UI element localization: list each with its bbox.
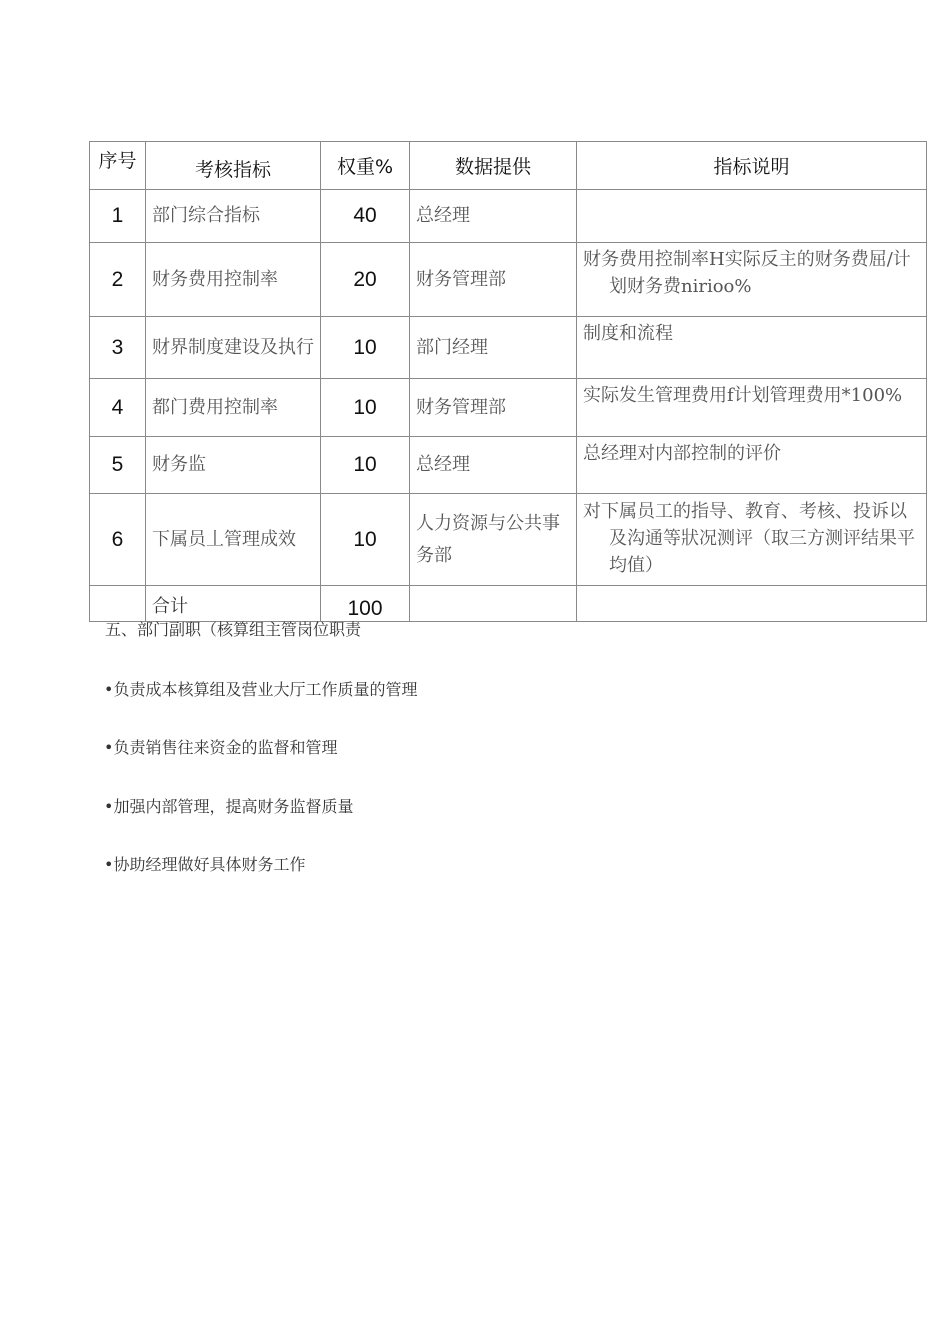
row-weight: 10	[321, 494, 410, 586]
row-seq: 4	[90, 379, 146, 437]
duty-item: •负责销售往来资金的监督和管理	[104, 738, 338, 757]
row-weight: 10	[321, 379, 410, 437]
header-source: 数据提供	[410, 142, 577, 190]
row-weight: 10	[321, 317, 410, 379]
row-seq: 3	[90, 317, 146, 379]
duty-item: •加强内部管理，提高财务监督质量	[104, 797, 354, 816]
header-seq: 序号	[90, 142, 146, 190]
row-weight: 10	[321, 437, 410, 494]
row-indicator	[146, 317, 321, 379]
row-indicator-text: 下属员丄管理成效	[152, 528, 296, 550]
section-title: 五、部门副职（核算组主管岗位职责	[105, 620, 362, 639]
row-desc: 制度和流程	[577, 317, 927, 379]
duty-item: •负责成本核算组及营业大厅工作质量的管理	[104, 680, 418, 699]
kpi-table	[89, 141, 927, 622]
row-desc	[577, 243, 927, 317]
row-source: 人力资源与公共事务部	[410, 494, 577, 586]
total-label: 合计	[146, 586, 321, 622]
row-indicator: 部门综合指标	[146, 190, 321, 243]
header-indicator: 考核指标	[146, 142, 321, 190]
row-weight: 40	[321, 190, 410, 243]
row-source: 总经理	[410, 437, 577, 494]
table-row	[90, 190, 927, 243]
row-seq: 2	[90, 243, 146, 317]
total-empty-cell	[577, 586, 927, 622]
row-desc	[577, 379, 927, 437]
row-source: 部门经理	[410, 317, 577, 379]
row-seq: 1	[90, 190, 146, 243]
row-desc	[577, 494, 927, 586]
row-source: 财务管理部	[410, 379, 577, 437]
table-row	[90, 317, 927, 379]
row-indicator-text: 财界制度建设及执行	[152, 336, 314, 358]
row-desc: 总经理对内部控制的评价	[577, 437, 927, 494]
row-indicator: 都门费用控制率	[146, 379, 321, 437]
row-source: 总经理	[410, 190, 577, 243]
row-seq: 6	[90, 494, 146, 586]
row-indicator: 财务监	[146, 437, 321, 494]
table-row	[90, 437, 927, 494]
table-header-row	[90, 142, 927, 190]
row-desc-text: 财务费用控制率H实际反主的财务费屈/计划财务费nirioo%	[583, 249, 911, 297]
header-desc: 指标说明	[577, 142, 927, 190]
table-row	[90, 243, 927, 317]
row-desc	[577, 190, 927, 243]
row-indicator: 财务费用控制率	[146, 243, 321, 317]
header-weight: 权重%	[321, 142, 410, 190]
row-source: 财务管理部	[410, 243, 577, 317]
row-desc-text: 实际发生管理费用f计划管理费用*100%	[583, 385, 903, 406]
table-row	[90, 379, 927, 437]
table-row	[90, 494, 927, 586]
row-weight: 20	[321, 243, 410, 317]
row-desc-text: 对下属员工的指导、教育、考核、投诉以及沟通等狀况测评（取三方测评结果平均值）	[583, 501, 915, 576]
row-indicator	[146, 494, 321, 586]
duty-item: •协助经理做好具体财务工作	[104, 855, 306, 874]
row-seq: 5	[90, 437, 146, 494]
total-empty-cell	[410, 586, 577, 622]
total-weight: 100	[321, 586, 410, 622]
